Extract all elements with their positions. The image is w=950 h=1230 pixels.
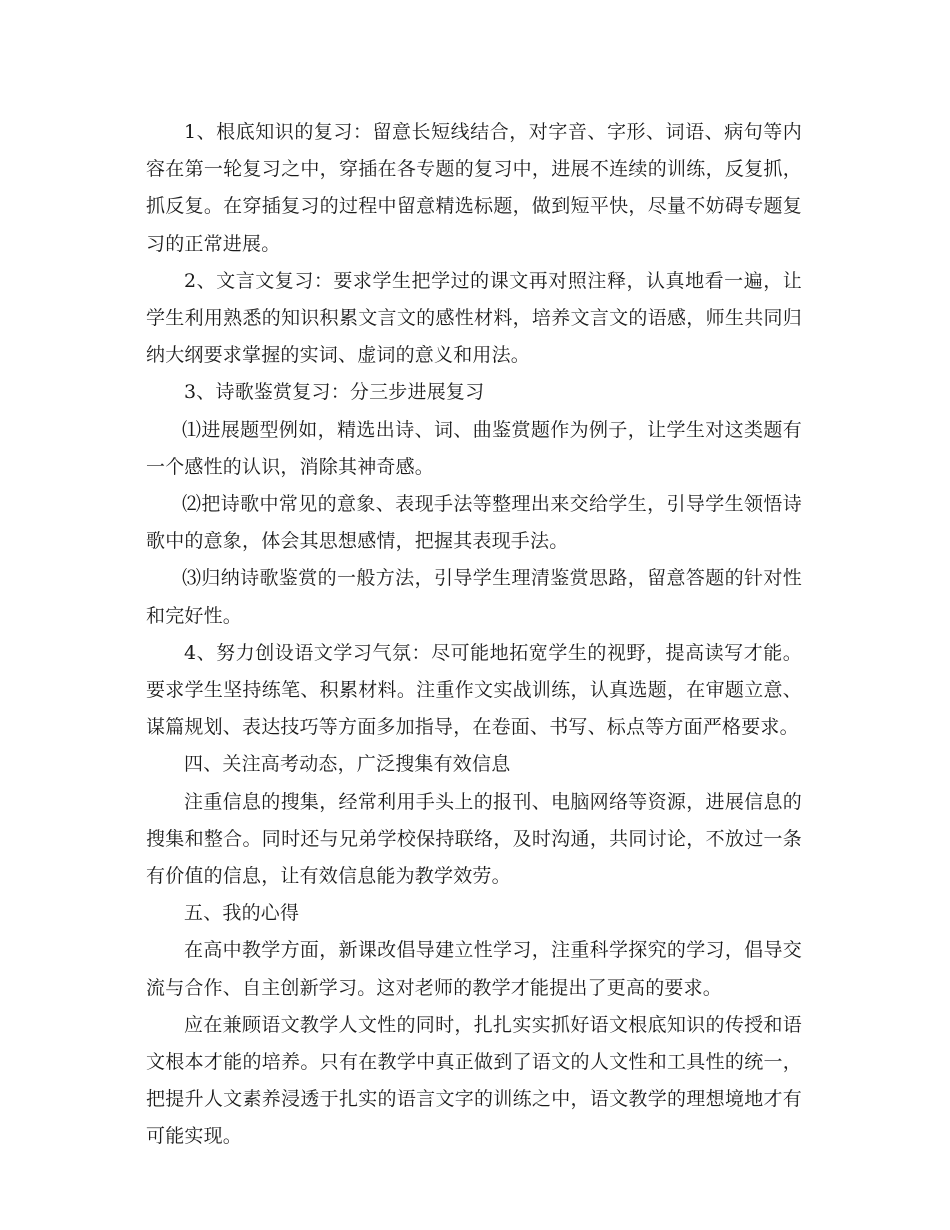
section-heading-exam-trends: 四、关注高考动态，广泛搜集有效信息 xyxy=(184,753,511,776)
document-body xyxy=(146,114,802,1156)
section-heading-my-insights: 五、我的心得 xyxy=(184,902,300,925)
paragraph-classical-chinese-review: 2、文言文复习：要求学生把学过的课文再对照注释，认真地看一遍，让学生利用熟悉的知识积累文言文的感性材料，培养文言文的语感，师生共同归纳大纲要求掌握的实词、虚词的意义和用法。 xyxy=(146,269,802,367)
paragraph-poetry-step-1: ⑴进展题型例如，精选出诗、词、曲鉴赏题作为例子，让学生对这类题有一个感性的认识，消除其神奇感。 xyxy=(146,418,802,478)
paragraph-poetry-step-3: ⑶归纳诗歌鉴赏的一般方法，引导学生理清鉴赏思路，留意答题的针对性和完好性。 xyxy=(146,567,802,627)
paragraph-humanistic-instrumental: 应在兼顾语文教学人文性的同时，扎扎实实抓好语文根底知识的传授和语文根本才能的培养。只有在教学中真正做到了语文的人文性和工具性的统一，把提升人文素养浸透于扎实的语言文字的训练之中，语文教学的理想境地才有可能实现。 xyxy=(146,1013,802,1148)
paragraph-poetry-step-2: ⑵把诗歌中常见的意象、表现手法等整理出来交给学生，引导学生领悟诗歌中的意象，体会其思想感情，把握其表现手法。 xyxy=(146,493,802,553)
paragraph-poetry-review-heading: 3、诗歌鉴赏复习：分三步进展复习 xyxy=(184,381,485,404)
paragraph-teaching-reform: 在高中教学方面，新课改倡导建立性学习，注重科学探究的学习，倡导交流与合作、自主创新学习。这对老师的教学才能提出了更高的要求。 xyxy=(146,939,802,999)
paragraph-basic-knowledge-review: 1、根底知识的复习：留意长短线结合，对字音、字形、词语、病句等内容在第一轮复习之中，穿插在各专题的复习中，进展不连续的训练，反复抓，抓反复。在穿插复习的过程中留意精选标题，做到短平快，尽量不妨碍专题复习的正常进展。 xyxy=(146,121,802,255)
paragraph-learning-atmosphere: 4、努力创设语文学习气氛：尽可能地拓宽学生的视野，提高读写才能。要求学生坚持练笔、积累材料。注重作文实战训练，认真选题，在审题立意、谋篇规划、表达技巧等方面多加指导，在卷面、书写、标点等方面严格要求。 xyxy=(146,641,802,739)
paragraph-information-collection: 注重信息的搜集，经常利用手头上的报刊、电脑网络等资源，进展信息的搜集和整合。同时还与兄弟学校保持联络，及时沟通，共同讨论，不放过一条有价值的信息，让有效信息能为教学效劳。 xyxy=(146,790,802,888)
